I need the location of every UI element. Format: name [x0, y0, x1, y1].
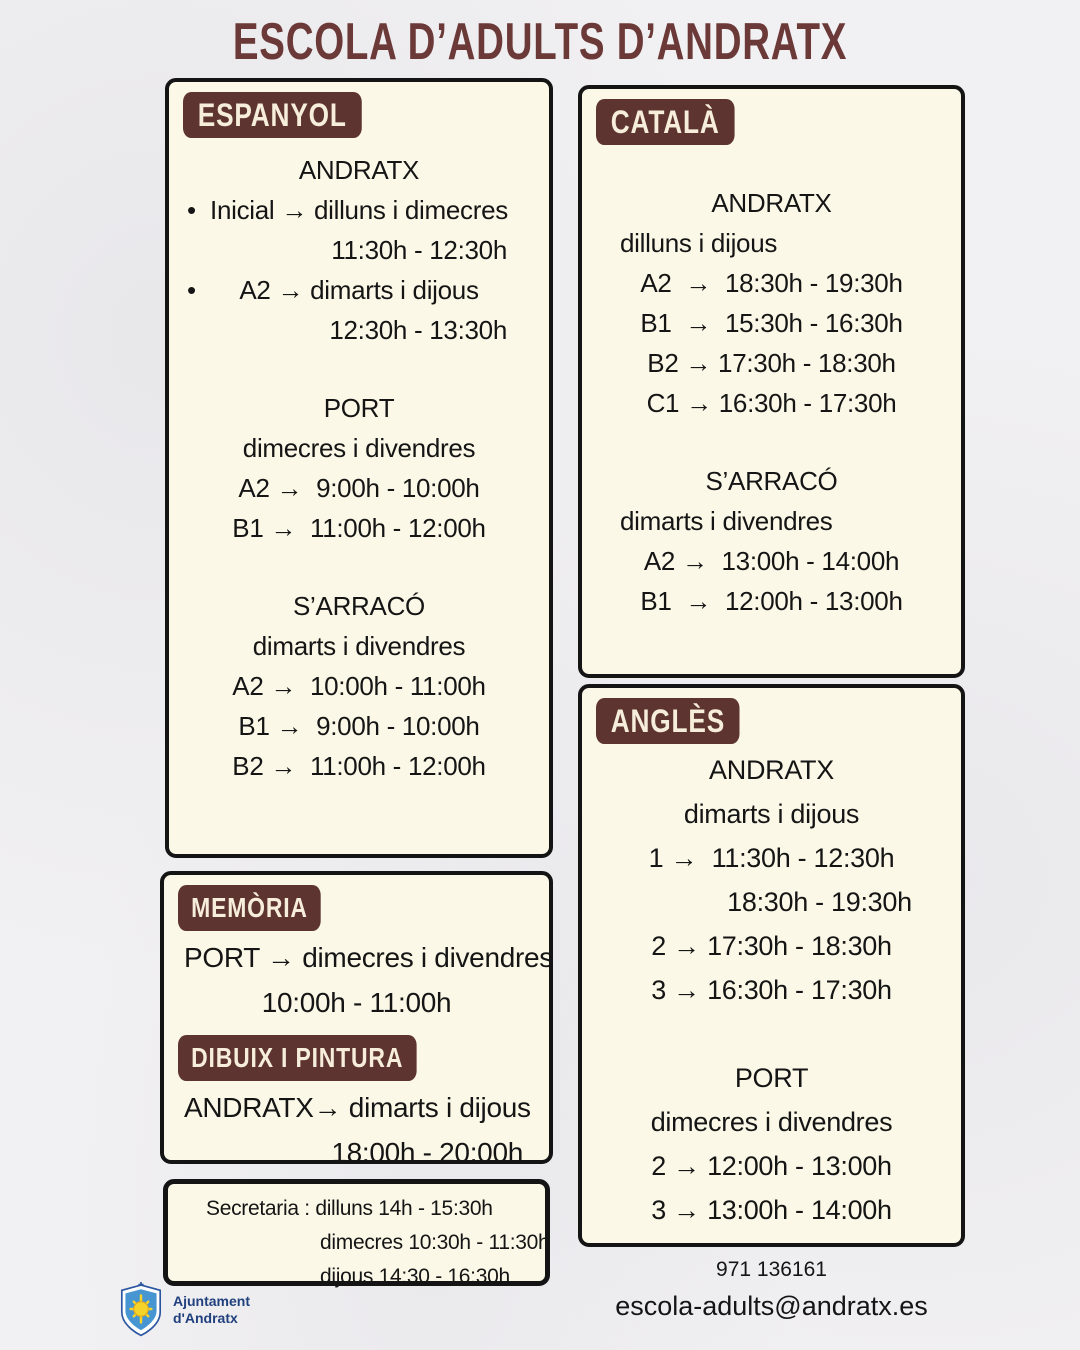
footer-org-name: [173, 1293, 250, 1327]
dibuix-schedule: [164, 1085, 549, 1175]
schedule-line: PORT: [734, 1063, 809, 1093]
course-badge-espanyol: ESPANYOL: [183, 92, 361, 138]
badge-row: [178, 1035, 549, 1081]
schedule-line: dilluns i dijous: [620, 228, 778, 258]
contact-block: [578, 1254, 965, 1326]
panel-angles: [578, 684, 965, 1247]
memoria-schedule: [164, 935, 553, 1025]
schedule-line: A2 → 13:00h - 14:00h: [643, 546, 900, 576]
panel-catala: [578, 85, 965, 678]
schedule-line: B1 → 12:00h - 13:00h: [640, 586, 903, 616]
andratx-coat-of-arms-icon: [118, 1282, 164, 1338]
panel-espanyol: [165, 78, 553, 858]
badge-row: [596, 99, 961, 145]
poster-title: ESCOLA D’ADULTS D’ANDRATX: [232, 13, 848, 71]
schedule-line: dijous 14:30 - 16:30h: [320, 1265, 510, 1288]
schedule-line: 1 → 11:30h - 12:30h: [648, 843, 895, 873]
secretaria-schedule: [168, 1192, 550, 1294]
schedule-line: 10:00h - 11:00h: [261, 987, 452, 1018]
badge-row: [596, 698, 961, 744]
schedule-line: 2 → 12:00h - 13:00h: [651, 1151, 892, 1181]
contact-phone: 971 136161: [716, 1258, 827, 1281]
course-badge-catala: CATALÀ: [596, 99, 734, 145]
catala-schedule: [582, 183, 961, 621]
angles-schedule: [582, 748, 961, 1232]
course-badge-memoria: MEMÒRIA: [178, 885, 321, 931]
schedule-line: 18:00h - 20:00h: [331, 1137, 523, 1168]
schedule-line: A2 → 18:30h - 19:30h: [640, 268, 903, 298]
course-badge-angles: ANGLÈS: [596, 698, 740, 744]
schedule-line: dimarts i dijous: [683, 799, 860, 829]
badge-row: [183, 92, 549, 138]
schedule-line: Secretaria : dilluns 14h - 15:30h: [206, 1197, 493, 1220]
schedule-line: ANDRATX: [711, 188, 832, 218]
footer-org-line1: Ajuntament: [173, 1293, 250, 1309]
badge-row: [178, 885, 549, 931]
schedule-line: PORT: [323, 393, 395, 423]
schedule-line: B2 → 11:00h - 12:00h: [232, 751, 486, 781]
contact-email: escola-adults@andratx.es: [615, 1291, 928, 1321]
schedule-line: 3 → 13:00h - 14:00h: [651, 1195, 892, 1225]
schedule-line: B1 → 9:00h - 10:00h: [238, 711, 480, 741]
schedule-line: B1 → 15:30h - 16:30h: [640, 308, 903, 338]
schedule-line: 3 → 16:30h - 17:30h: [651, 975, 892, 1005]
schedule-line: dimecres i divendres: [650, 1107, 893, 1137]
schedule-line: B2 → 17:30h - 18:30h: [647, 348, 896, 378]
footer-org-line2: d'Andratx: [173, 1310, 238, 1326]
schedule-line: C1 → 16:30h - 17:30h: [646, 388, 897, 418]
schedule-line: 18:30h - 19:30h: [727, 887, 912, 917]
schedule-line: ANDRATX: [709, 755, 834, 785]
panel-secretaria: [163, 1179, 550, 1286]
schedule-line: • Inicial → dilluns i dimecres: [169, 190, 549, 230]
schedule-line: 11:30h - 12:30h: [331, 235, 507, 265]
footer-logo: [118, 1282, 250, 1338]
schedule-line: S’ARRACÓ: [705, 466, 838, 496]
schedule-line: B1 → 11:00h - 12:00h: [232, 513, 486, 543]
espanyol-schedule: [169, 150, 549, 786]
schedule-line: A2 → 10:00h - 11:00h: [232, 671, 486, 701]
schedule-line: 12:30h - 13:30h: [329, 315, 507, 345]
schedule-line: • A2 → dimarts i dijous: [169, 270, 549, 310]
schedule-line: dimecres 10:30h - 11:30h: [320, 1231, 550, 1254]
schedule-line: dimarts i divendres: [252, 631, 466, 661]
panel-memoria-dibuix: [160, 871, 553, 1168]
schedule-line: S’ARRACÓ: [293, 591, 425, 621]
schedule-line: ANDRATX: [298, 155, 420, 185]
schedule-line: dimecres i divendres: [242, 433, 476, 463]
schedule-line: A2 → 9:00h - 10:00h: [238, 473, 480, 503]
schedule-line: PORT → dimecres i divendres: [184, 942, 553, 973]
course-badge-dibuix: DIBUIX I PINTURA: [178, 1035, 416, 1081]
schedule-line: 2 → 17:30h - 18:30h: [651, 931, 892, 961]
schedule-line: ANDRATX→ dimarts i dijous: [184, 1092, 531, 1123]
schedule-line: dimarts i divendres: [620, 506, 833, 536]
